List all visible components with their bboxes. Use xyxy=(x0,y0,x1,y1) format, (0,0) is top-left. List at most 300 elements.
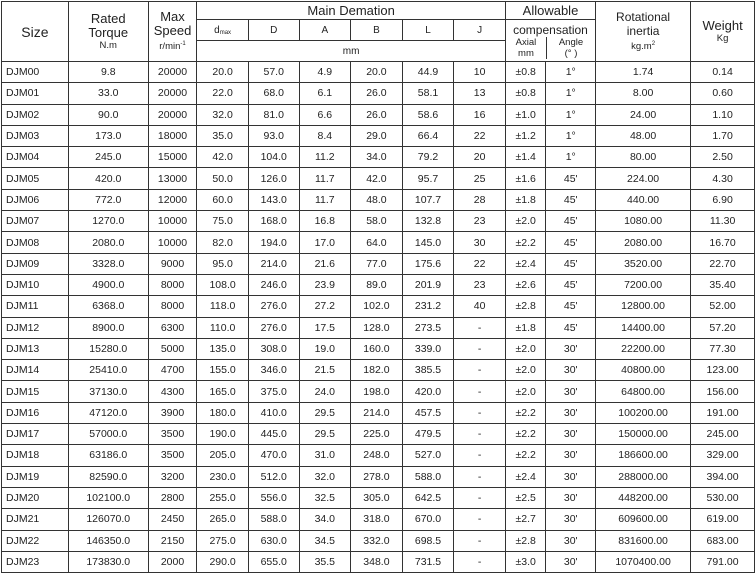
cell-torque: 772.0 xyxy=(68,189,148,210)
table-row xyxy=(2,232,755,253)
cell-D: 194.0 xyxy=(248,232,299,253)
header-size: Size xyxy=(2,2,69,62)
cell-torque: 9.8 xyxy=(68,62,148,83)
cell-J: - xyxy=(454,360,506,381)
table-row xyxy=(2,253,755,274)
cell-D: 57.0 xyxy=(248,62,299,83)
cell-torque: 4900.0 xyxy=(68,274,148,295)
cell-speed: 20000 xyxy=(148,104,197,125)
cell-L: 385.5 xyxy=(402,360,454,381)
cell-L: 479.5 xyxy=(402,424,454,445)
cell-L: 642.5 xyxy=(402,487,454,508)
cell-speed: 9000 xyxy=(148,253,197,274)
cell-axial: ±2.4 xyxy=(505,466,545,487)
cell-D: 445.0 xyxy=(248,424,299,445)
cell-speed: 10000 xyxy=(148,211,197,232)
header-rotational: Rotational xyxy=(616,10,671,24)
cell-L: 273.5 xyxy=(402,317,454,338)
header-max-speed xyxy=(148,2,197,62)
cell-axial: ±2.8 xyxy=(505,296,545,317)
header-L: L xyxy=(402,20,454,41)
cell-angle: 1° xyxy=(546,83,596,104)
cell-speed: 5000 xyxy=(148,338,197,359)
cell-A: 17.0 xyxy=(299,232,351,253)
cell-torque: 33.0 xyxy=(68,83,148,104)
cell-weight: 77.30 xyxy=(691,338,755,359)
cell-A: 29.5 xyxy=(299,402,351,423)
header-axial-unit: mm xyxy=(518,47,534,59)
cell-B: 214.0 xyxy=(351,402,403,423)
cell-A: 21.5 xyxy=(299,360,351,381)
cell-D: 246.0 xyxy=(248,274,299,295)
cell-speed: 3200 xyxy=(148,466,197,487)
cell-speed: 6300 xyxy=(148,317,197,338)
cell-d: 42.0 xyxy=(197,147,249,168)
header-rated-torque xyxy=(68,2,148,62)
cell-axial: ±2.8 xyxy=(505,530,545,551)
table-row xyxy=(2,62,755,83)
cell-B: 278.0 xyxy=(351,466,403,487)
cell-axial: ±2.4 xyxy=(505,253,545,274)
header-max-speed-unit xyxy=(149,38,197,53)
cell-angle: 45' xyxy=(546,232,596,253)
cell-torque: 3328.0 xyxy=(68,253,148,274)
cell-speed: 4700 xyxy=(148,360,197,381)
cell-torque: 420.0 xyxy=(68,168,148,189)
cell-A: 31.0 xyxy=(299,445,351,466)
cell-torque: 102100.0 xyxy=(68,487,148,508)
cell-angle: 45' xyxy=(546,211,596,232)
cell-weight: 57.20 xyxy=(691,317,755,338)
header-d-max-text: d xyxy=(214,24,220,36)
cell-L: 44.9 xyxy=(402,62,454,83)
header-rated-torque-line2: Torque xyxy=(88,24,129,40)
cell-D: 276.0 xyxy=(248,317,299,338)
cell-B: 89.0 xyxy=(351,274,403,295)
header-axial xyxy=(506,37,546,59)
cell-torque: 15280.0 xyxy=(68,338,148,359)
cell-torque: 82590.0 xyxy=(68,466,148,487)
cell-D: 588.0 xyxy=(248,509,299,530)
cell-axial: ±2.0 xyxy=(505,338,545,359)
table-row xyxy=(2,530,755,551)
cell-B: 305.0 xyxy=(351,487,403,508)
cell-size: DJM02 xyxy=(2,104,69,125)
cell-size: DJM10 xyxy=(2,274,69,295)
table-row xyxy=(2,551,755,572)
cell-weight: 6.90 xyxy=(691,189,755,210)
cell-size: DJM12 xyxy=(2,317,69,338)
cell-angle: 45' xyxy=(546,296,596,317)
cell-weight: 2.50 xyxy=(691,147,755,168)
cell-A: 11.7 xyxy=(299,168,351,189)
cell-inertia: 3520.00 xyxy=(596,253,691,274)
cell-L: 107.7 xyxy=(402,189,454,210)
cell-d: 75.0 xyxy=(197,211,249,232)
cell-D: 276.0 xyxy=(248,296,299,317)
cell-d: 20.0 xyxy=(197,62,249,83)
cell-angle: 30' xyxy=(546,530,596,551)
cell-d: 230.0 xyxy=(197,466,249,487)
inertia-unit-sup: 2 xyxy=(651,41,656,47)
header-angle xyxy=(546,37,595,59)
cell-axial: ±2.2 xyxy=(505,445,545,466)
cell-size: DJM14 xyxy=(2,360,69,381)
cell-D: 512.0 xyxy=(248,466,299,487)
cell-size: DJM08 xyxy=(2,232,69,253)
cell-axial: ±2.0 xyxy=(505,360,545,381)
cell-d: 60.0 xyxy=(197,189,249,210)
header-J: J xyxy=(454,20,506,41)
cell-d: 35.0 xyxy=(197,125,249,146)
cell-torque: 8900.0 xyxy=(68,317,148,338)
cell-A: 4.9 xyxy=(299,62,351,83)
coupling-spec-table xyxy=(1,1,755,573)
cell-size: DJM18 xyxy=(2,445,69,466)
cell-torque: 173.0 xyxy=(68,125,148,146)
cell-A: 23.9 xyxy=(299,274,351,295)
cell-size: DJM21 xyxy=(2,509,69,530)
cell-size: DJM19 xyxy=(2,466,69,487)
cell-inertia: 831600.00 xyxy=(596,530,691,551)
cell-d: 205.0 xyxy=(197,445,249,466)
table-row xyxy=(2,487,755,508)
header-max-speed-line1: Max xyxy=(160,9,185,24)
header-angle-unit: (° ) xyxy=(564,47,578,59)
cell-B: 20.0 xyxy=(351,62,403,83)
cell-J: - xyxy=(454,338,506,359)
cell-A: 6.1 xyxy=(299,83,351,104)
cell-A: 32.0 xyxy=(299,466,351,487)
header-weight xyxy=(691,2,755,62)
cell-L: 58.6 xyxy=(402,104,454,125)
cell-B: 29.0 xyxy=(351,125,403,146)
cell-size: DJM05 xyxy=(2,168,69,189)
header-compensation-subcols xyxy=(506,37,595,59)
cell-B: 348.0 xyxy=(351,551,403,572)
cell-d: 32.0 xyxy=(197,104,249,125)
cell-speed: 15000 xyxy=(148,147,197,168)
cell-d: 110.0 xyxy=(197,317,249,338)
header-main-dimension: Main Demation xyxy=(197,2,506,20)
cell-inertia: 14400.00 xyxy=(596,317,691,338)
cell-d: 290.0 xyxy=(197,551,249,572)
cell-axial: ±2.2 xyxy=(505,402,545,423)
cell-size: DJM23 xyxy=(2,551,69,572)
cell-A: 34.5 xyxy=(299,530,351,551)
cell-inertia: 440.00 xyxy=(596,189,691,210)
cell-weight: 11.30 xyxy=(691,211,755,232)
cell-angle: 30' xyxy=(546,509,596,530)
cell-J: 20 xyxy=(454,147,506,168)
cell-A: 35.5 xyxy=(299,551,351,572)
cell-D: 346.0 xyxy=(248,360,299,381)
cell-inertia: 150000.00 xyxy=(596,424,691,445)
cell-axial: ±2.2 xyxy=(505,232,545,253)
cell-A: 17.5 xyxy=(299,317,351,338)
cell-J: 22 xyxy=(454,253,506,274)
cell-weight: 329.00 xyxy=(691,445,755,466)
header-rated-torque-unit: N.m xyxy=(99,39,117,51)
cell-angle: 30' xyxy=(546,466,596,487)
cell-B: 102.0 xyxy=(351,296,403,317)
cell-A: 29.5 xyxy=(299,424,351,445)
cell-weight: 191.00 xyxy=(691,402,755,423)
cell-size: DJM15 xyxy=(2,381,69,402)
cell-D: 556.0 xyxy=(248,487,299,508)
cell-d: 165.0 xyxy=(197,381,249,402)
cell-size: DJM17 xyxy=(2,424,69,445)
cell-angle: 45' xyxy=(546,274,596,295)
cell-A: 24.0 xyxy=(299,381,351,402)
cell-inertia: 7200.00 xyxy=(596,274,691,295)
cell-speed: 12000 xyxy=(148,189,197,210)
cell-J: - xyxy=(454,381,506,402)
cell-angle: 1° xyxy=(546,125,596,146)
cell-inertia: 24.00 xyxy=(596,104,691,125)
cell-angle: 30' xyxy=(546,402,596,423)
cell-weight: 1.10 xyxy=(691,104,755,125)
cell-torque: 2080.0 xyxy=(68,232,148,253)
cell-L: 201.9 xyxy=(402,274,454,295)
cell-L: 698.5 xyxy=(402,530,454,551)
cell-angle: 30' xyxy=(546,551,596,572)
cell-inertia: 2080.00 xyxy=(596,232,691,253)
cell-d: 180.0 xyxy=(197,402,249,423)
cell-inertia: 64800.00 xyxy=(596,381,691,402)
cell-weight: 1.70 xyxy=(691,125,755,146)
table-row xyxy=(2,296,755,317)
cell-inertia: 186600.00 xyxy=(596,445,691,466)
cell-weight: 123.00 xyxy=(691,360,755,381)
cell-speed: 2800 xyxy=(148,487,197,508)
cell-A: 27.2 xyxy=(299,296,351,317)
cell-angle: 30' xyxy=(546,445,596,466)
cell-B: 182.0 xyxy=(351,360,403,381)
cell-axial: ±1.6 xyxy=(505,168,545,189)
header-dim-unit: mm xyxy=(197,41,506,62)
cell-angle: 45' xyxy=(546,253,596,274)
cell-d: 95.0 xyxy=(197,253,249,274)
cell-L: 79.2 xyxy=(402,147,454,168)
cell-torque: 126070.0 xyxy=(68,509,148,530)
table-row xyxy=(2,147,755,168)
table-row xyxy=(2,168,755,189)
cell-axial: ±0.8 xyxy=(505,62,545,83)
cell-size: DJM04 xyxy=(2,147,69,168)
cell-size: DJM06 xyxy=(2,189,69,210)
cell-D: 308.0 xyxy=(248,338,299,359)
header-d-max xyxy=(197,20,249,41)
cell-weight: 156.00 xyxy=(691,381,755,402)
table-row xyxy=(2,317,755,338)
header-weight-unit: Kg xyxy=(716,32,729,44)
cell-angle: 30' xyxy=(546,424,596,445)
cell-B: 198.0 xyxy=(351,381,403,402)
cell-inertia: 1.74 xyxy=(596,62,691,83)
cell-torque: 6368.0 xyxy=(68,296,148,317)
cell-D: 470.0 xyxy=(248,445,299,466)
cell-inertia: 48.00 xyxy=(596,125,691,146)
cell-B: 34.0 xyxy=(351,147,403,168)
cell-axial: ±2.5 xyxy=(505,487,545,508)
table-row xyxy=(2,466,755,487)
cell-speed: 4300 xyxy=(148,381,197,402)
table-row xyxy=(2,445,755,466)
cell-B: 64.0 xyxy=(351,232,403,253)
cell-size: DJM00 xyxy=(2,62,69,83)
cell-J: 28 xyxy=(454,189,506,210)
cell-inertia: 1080.00 xyxy=(596,211,691,232)
cell-d: 155.0 xyxy=(197,360,249,381)
cell-J: - xyxy=(454,466,506,487)
cell-axial: ±2.6 xyxy=(505,274,545,295)
cell-A: 21.6 xyxy=(299,253,351,274)
cell-weight: 394.00 xyxy=(691,466,755,487)
cell-J: - xyxy=(454,445,506,466)
cell-D: 410.0 xyxy=(248,402,299,423)
cell-size: DJM13 xyxy=(2,338,69,359)
table-row xyxy=(2,402,755,423)
cell-inertia: 288000.00 xyxy=(596,466,691,487)
table-header xyxy=(2,2,755,62)
cell-speed: 20000 xyxy=(148,62,197,83)
cell-speed: 2150 xyxy=(148,530,197,551)
cell-speed: 8000 xyxy=(148,296,197,317)
table-row xyxy=(2,83,755,104)
cell-A: 11.7 xyxy=(299,189,351,210)
cell-inertia: 1070400.00 xyxy=(596,551,691,572)
cell-L: 145.0 xyxy=(402,232,454,253)
cell-inertia: 22200.00 xyxy=(596,338,691,359)
table-row xyxy=(2,360,755,381)
cell-speed: 13000 xyxy=(148,168,197,189)
cell-J: - xyxy=(454,317,506,338)
table-row xyxy=(2,381,755,402)
table-row xyxy=(2,424,755,445)
cell-speed: 3500 xyxy=(148,424,197,445)
cell-d: 50.0 xyxy=(197,168,249,189)
cell-angle: 30' xyxy=(546,360,596,381)
cell-D: 214.0 xyxy=(248,253,299,274)
cell-L: 670.0 xyxy=(402,509,454,530)
header-max-speed-line2: Speed xyxy=(153,23,192,38)
cell-speed: 20000 xyxy=(148,83,197,104)
cell-B: 58.0 xyxy=(351,211,403,232)
cell-size: DJM01 xyxy=(2,83,69,104)
cell-A: 16.8 xyxy=(299,211,351,232)
cell-d: 108.0 xyxy=(197,274,249,295)
cell-d: 265.0 xyxy=(197,509,249,530)
cell-weight: 683.00 xyxy=(691,530,755,551)
cell-angle: 30' xyxy=(546,487,596,508)
cell-size: DJM16 xyxy=(2,402,69,423)
cell-L: 175.6 xyxy=(402,253,454,274)
cell-A: 34.0 xyxy=(299,509,351,530)
cell-speed: 2450 xyxy=(148,509,197,530)
cell-inertia: 40800.00 xyxy=(596,360,691,381)
cell-angle: 1° xyxy=(546,62,596,83)
header-compensation xyxy=(505,20,595,62)
cell-d: 22.0 xyxy=(197,83,249,104)
table-body xyxy=(2,62,755,573)
cell-d: 82.0 xyxy=(197,232,249,253)
header-inertia-unit xyxy=(596,38,690,53)
table-row xyxy=(2,125,755,146)
cell-angle: 1° xyxy=(546,147,596,168)
cell-D: 126.0 xyxy=(248,168,299,189)
cell-A: 32.5 xyxy=(299,487,351,508)
cell-J: - xyxy=(454,487,506,508)
header-D: D xyxy=(248,20,299,41)
cell-J: 22 xyxy=(454,125,506,146)
cell-inertia: 224.00 xyxy=(596,168,691,189)
cell-D: 104.0 xyxy=(248,147,299,168)
cell-D: 375.0 xyxy=(248,381,299,402)
cell-D: 81.0 xyxy=(248,104,299,125)
cell-speed: 10000 xyxy=(148,232,197,253)
cell-J: 30 xyxy=(454,232,506,253)
cell-L: 457.5 xyxy=(402,402,454,423)
cell-J: 13 xyxy=(454,83,506,104)
cell-weight: 35.40 xyxy=(691,274,755,295)
header-rotational-inertia xyxy=(596,2,691,62)
cell-B: 42.0 xyxy=(351,168,403,189)
cell-size: DJM03 xyxy=(2,125,69,146)
cell-B: 26.0 xyxy=(351,83,403,104)
cell-L: 527.0 xyxy=(402,445,454,466)
cell-torque: 47120.0 xyxy=(68,402,148,423)
cell-B: 225.0 xyxy=(351,424,403,445)
cell-axial: ±1.8 xyxy=(505,317,545,338)
header-d-max-sub: max xyxy=(219,29,232,36)
cell-d: 275.0 xyxy=(197,530,249,551)
cell-inertia: 12800.00 xyxy=(596,296,691,317)
cell-torque: 1270.0 xyxy=(68,211,148,232)
cell-torque: 90.0 xyxy=(68,104,148,125)
cell-D: 143.0 xyxy=(248,189,299,210)
header-axial-label: Axial xyxy=(515,36,537,48)
cell-D: 630.0 xyxy=(248,530,299,551)
header-weight-label: Weight xyxy=(702,17,743,33)
cell-weight: 22.70 xyxy=(691,253,755,274)
spec-table-container xyxy=(1,1,755,573)
cell-J: 40 xyxy=(454,296,506,317)
cell-D: 68.0 xyxy=(248,83,299,104)
cell-B: 318.0 xyxy=(351,509,403,530)
cell-torque: 25410.0 xyxy=(68,360,148,381)
cell-speed: 8000 xyxy=(148,274,197,295)
header-rated-torque-line1: Rated xyxy=(90,10,126,26)
cell-axial: ±1.2 xyxy=(505,125,545,146)
cell-J: - xyxy=(454,402,506,423)
header-B: B xyxy=(351,20,403,41)
table-row xyxy=(2,509,755,530)
cell-inertia: 448200.00 xyxy=(596,487,691,508)
cell-axial: ±0.8 xyxy=(505,83,545,104)
cell-D: 655.0 xyxy=(248,551,299,572)
cell-weight: 245.00 xyxy=(691,424,755,445)
cell-axial: ±1.4 xyxy=(505,147,545,168)
header-inertia: inertia xyxy=(626,24,660,38)
cell-inertia: 8.00 xyxy=(596,83,691,104)
cell-B: 160.0 xyxy=(351,338,403,359)
cell-d: 135.0 xyxy=(197,338,249,359)
cell-J: 25 xyxy=(454,168,506,189)
cell-inertia: 100200.00 xyxy=(596,402,691,423)
max-speed-unit-text: r/min xyxy=(159,41,181,52)
cell-L: 731.5 xyxy=(402,551,454,572)
